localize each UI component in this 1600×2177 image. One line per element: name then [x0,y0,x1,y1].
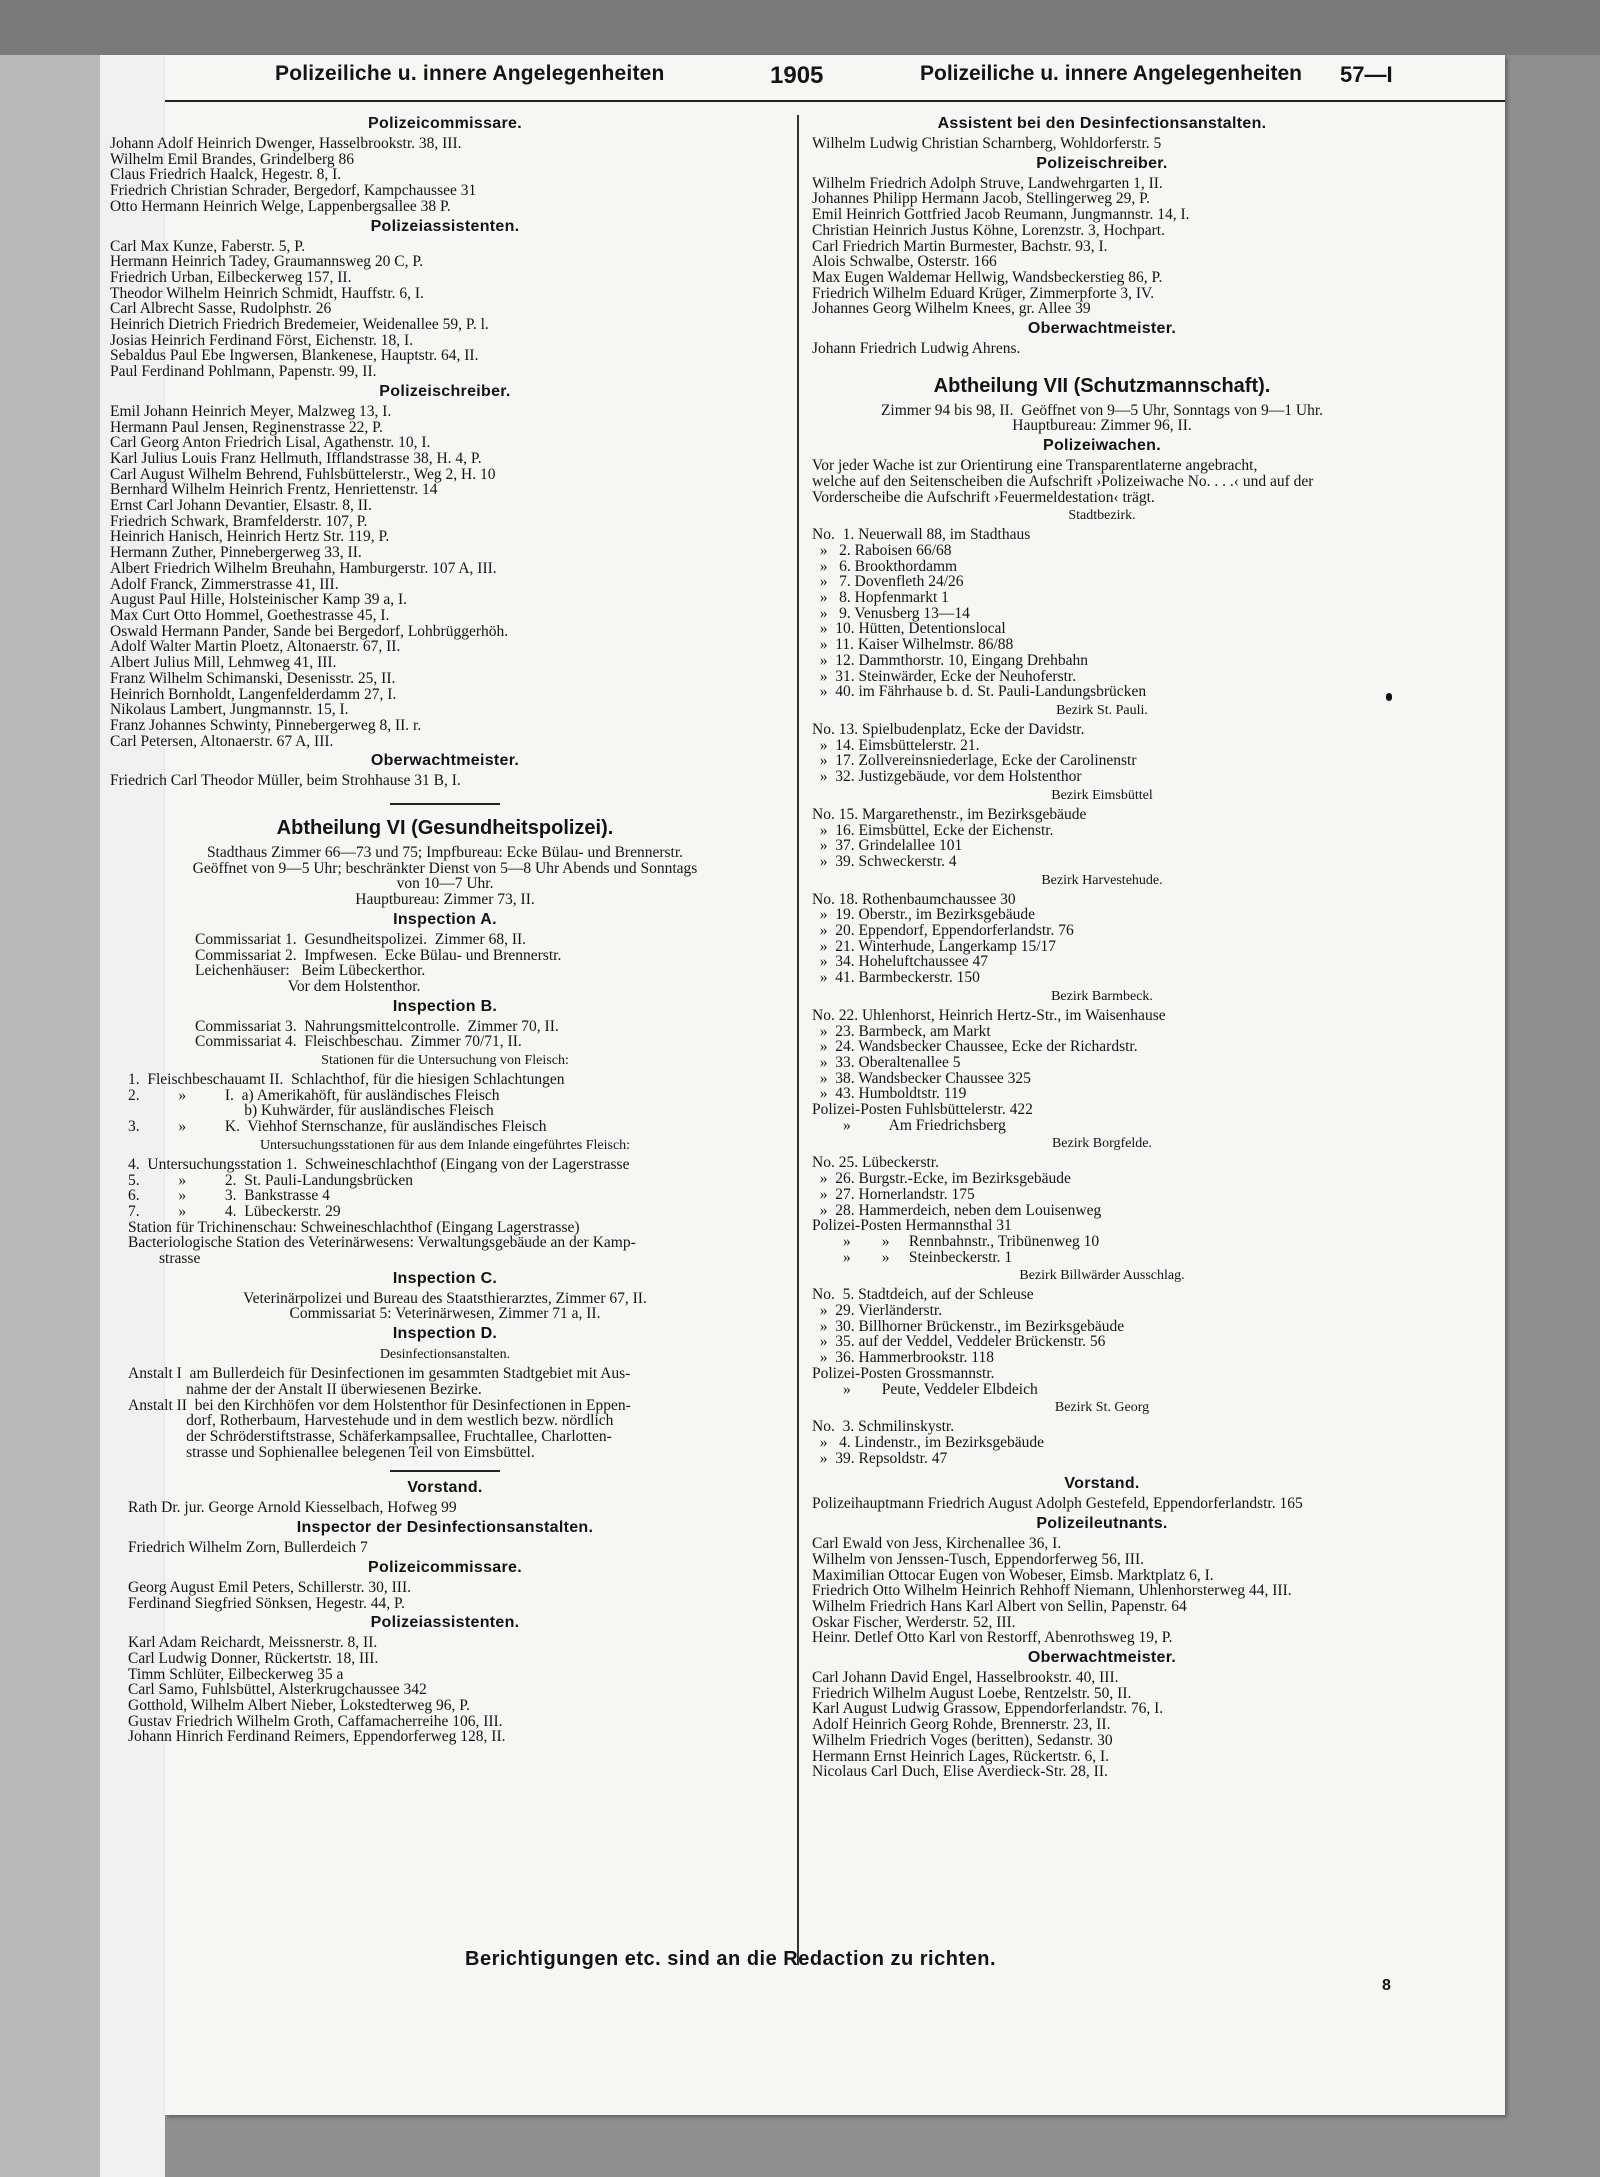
entry-line: » 19. Oberstr., im Bezirksgebäude [812,906,1035,924]
entry-line: » 16. Eimsbüttel, Ecke der Eichenstr. [812,821,1054,839]
entry-line: strasse [128,1250,201,1268]
entry-line: Commissariat 4. Fleischbeschau. Zimmer 70/71, II. [195,1033,522,1051]
entry-line: Karl August Ludwig Grassow, Eppendorferlandstr. 76, I. [812,1700,1164,1718]
intro-list [110,845,780,908]
entry-line: Polizei-Posten Fuhlsbüttelerstr. 422 [812,1101,1033,1119]
entry-line: Carl August Wilhelm Behrend, Fuhlsbüttelerstr., Weg 2, H. 10 [110,465,496,483]
entry-list [812,1419,1392,1466]
entry-list [110,404,780,749]
entry-line: » 37. Grindelallee 101 [812,837,963,855]
section-title: Polizeiwachen. [1042,437,1161,455]
entry-line: Friedrich Schwark, Bramfelderstr. 107, P. [110,512,368,530]
entry-line: Commissariat 2. Impfwesen. Ecke Bülau- und Brennerstr. [195,946,562,964]
entry-line: » 12. Dammthorstr. 10, Eingang Drehbahn [812,651,1088,669]
entry-line: Claus Friedrich Haalck, Hegestr. 8, I. [110,166,342,184]
entry-line: Oskar Fischer, Werderstr. 52, III. [812,1613,1016,1631]
entry-line: Wilhelm Friedrich Voges (beritten), Sedanstr. 30 [812,1731,1113,1749]
entry-line: von 10—7 Uhr. [396,875,494,893]
entry-line: » 28. Hammerdeich, neben dem Louisenweg [812,1201,1102,1219]
entry-list [110,239,780,380]
section-title: Inspection D. [392,1325,498,1343]
district-title: Bezirk Eimsbüttel [1051,787,1153,803]
entry-line: Gotthold, Wilhelm Albert Nieber, Lokstedterweg 96, P. [128,1697,470,1715]
entry-line: Friedrich Otto Wilhelm Heinrich Rehhoff Niemann, Uhlenhorsterweg 44, III. [812,1582,1292,1600]
running-header [110,62,1450,96]
entry-list [110,1291,780,1322]
entry-line: Stadthaus Zimmer 66—73 und 75; Impfbureau: Ecke Bülau- und Brennerstr. [206,844,684,862]
section-title: Inspector der Desinfectionsanstalten. [296,1519,594,1537]
entry-line: 6. » 3. Bankstrasse 4 [128,1187,330,1205]
entry-line: Johannes Philipp Hermann Jacob, Stellingerweg 29, P. [812,190,1150,208]
entry-line: 5. » 2. St. Pauli-Landungsbrücken [128,1171,414,1189]
entry-line: » 2. Raboisen 66/68 [812,541,952,559]
entry-line: Carl Johann David Engel, Hasselbrookstr. 40, III. [812,1669,1119,1687]
entry-line: Max Eugen Waldemar Hellwig, Wandsbeckerstieg 86, P. [812,268,1163,286]
entry-line: Polizei-Posten Grossmannstr. [812,1364,995,1382]
entry-line: Oswald Hermann Pander, Sande bei Bergedorf, Lohbrüggerhöh. [110,622,509,640]
entry-line: » 10. Hütten, Detentionslocal [812,620,1006,638]
entry-line: 7. » 4. Lübeckerstr. 29 [128,1202,341,1220]
entry-line: Adolf Franck, Zimmerstrasse 41, III. [110,575,339,593]
department-title: Abtheilung VII (Schutzmannschaft). [933,374,1271,397]
entry-line: No. 5. Stadtdeich, auf der Schleuse [812,1286,1034,1304]
entry-line: » 20. Eppendorf, Eppendorferlandstr. 76 [812,922,1074,940]
entry-line: » Peute, Veddeler Elbdeich [812,1380,1038,1398]
entry-line: Friedrich Carl Theodor Müller, beim Strohhause 31 B, I. [110,772,461,790]
section-title: Polizeiassistenten. [370,217,520,235]
entry-line: No. 3. Schmilinskystr. [812,1418,955,1436]
entry-list [812,1155,1392,1265]
entry-line: Karl Adam Reichardt, Meissnerstr. 8, II. [128,1634,378,1652]
entry-line: 3. » K. Viehhof Sternschanze, für ausländisches Fleisch [128,1118,547,1136]
section-title: Polizeischreiber. [379,382,511,400]
entry-line: Johann Friedrich Ludwig Ahrens. [812,340,1021,358]
entry-line: » 43. Humboldtstr. 119 [812,1085,967,1103]
department-title: Abtheilung VI (Gesundheitspolizei). [276,817,614,840]
entry-line: Carl Petersen, Altonaerstr. 67 A, III. [110,732,334,750]
entry-line: » 39. Repsoldstr. 47 [812,1449,948,1467]
entry-line: » 7. Dovenfleth 24/26 [812,573,964,591]
entry-line: » 34. Hoheluftchaussee 47 [812,953,989,971]
section-title: Polizeischreiber. [1036,154,1168,172]
entry-list [812,892,1392,986]
entry-line: Leichenhäuser: Beim Lübeckerthor. [195,962,426,980]
entry-line: Franz Johannes Schwinty, Pinnebergerweg 8, II. r. [110,716,422,734]
district-title: Bezirk Billwärder Ausschlag. [1019,1268,1185,1284]
scan-background-left [0,55,100,2177]
entry-line: Josias Heinrich Ferdinand Först, Eichenstr. 18, I. [110,331,414,349]
entry-list [812,1670,1392,1780]
entry-line: Carl Friedrich Martin Burmester, Bachstr. 93, I. [812,237,1108,255]
column-divider [797,115,799,1965]
entry-list [110,1580,780,1611]
section-divider [390,803,500,805]
district-title: Bezirk Harvestehude. [1041,872,1163,888]
entry-line: Otto Hermann Heinrich Welge, Lappenbergsallee 38 P. [110,197,451,215]
entry-line: b) Kuhwärder, für ausländisches Fleisch [128,1102,494,1120]
footer-notice: Berichtigungen etc. sind an die Redaction zu richten. [465,1948,997,1970]
section-title: Polizeicommissare. [368,1558,522,1576]
entry-line: Commissariat 3. Nahrungsmittelcontrolle. Zimmer 70, II. [195,1017,559,1035]
entry-line: Alois Schwalbe, Osterstr. 166 [812,253,997,271]
entry-line: 4. Untersuchungsstation 1. Schweineschlachthof (Eingang von der Lagerstrasse [128,1155,630,1173]
entry-line: Heinrich Bornholdt, Langenfelderdamm 27, I. [110,685,397,703]
entry-line: » 8. Hopfenmarkt 1 [812,589,949,607]
entry-line: Heinrich Hanisch, Heinrich Hertz Str. 119, P. [110,528,390,546]
entry-line: Wilhelm Ludwig Christian Scharnberg, Wohldorferstr. 5 [812,135,1162,152]
entry-line: » 30. Billhorner Brückenstr., im Bezirksgebäude [812,1317,1125,1335]
entry-line: No. 15. Margarethenstr., im Bezirksgebäude [812,805,1087,823]
entry-line: » 35. auf der Veddel, Veddeler Brückenstr. 56 [812,1333,1106,1351]
entry-line: Bacteriologische Station des Veterinärwesens: Verwaltungsgebäude an der Kamp- [128,1234,636,1252]
entry-line: » 23. Barmbeck, am Markt [812,1022,991,1040]
entry-line: Carl Georg Anton Friedrich Lisal, Agathenstr. 10, I. [110,434,431,452]
entry-line: Wilhelm Friedrich Adolph Struve, Landwehrgarten 1, II. [812,174,1163,192]
entry-line: » 6. Brookthordamm [812,557,958,575]
subsection-title: Desinfectionsanstalten. [379,1347,511,1363]
entry-line: nahme der der Anstalt II überwiesenen Bezirke. [128,1380,482,1398]
entry-line: Nikolaus Lambert, Jungmannstr. 15, I. [110,701,349,719]
entry-list [110,1157,780,1267]
entry-line: Station für Trichinenschau: Schweineschlachthof (Eingang Lagerstrasse) [128,1218,580,1236]
entry-list [812,1496,1392,1512]
entry-line: No. 25. Lübeckerstr. [812,1154,939,1172]
header-right-title: Polizeiliche u. innere Angelegenheiten [920,62,1302,85]
header-year: 1905 [770,62,824,89]
entry-line: » 39. Schweckerstr. 4 [812,852,957,870]
entry-line: » 24. Wandsbecker Chaussee, Ecke der Richardstr. [812,1038,1138,1056]
header-left-title: Polizeiliche u. innere Angelegenheiten [275,62,665,85]
entry-line: Bernhard Wilhelm Heinrich Frentz, Henriettenstr. 14 [110,481,438,499]
entry-line: Karl Julius Louis Franz Hellmuth, Ifflandstrasse 38, H. 4, P. [110,449,482,467]
entry-line: Friedrich Urban, Eilbeckerweg 157, II. [110,268,352,286]
subsection-title: Stationen für die Untersuchung von Fleisch: [321,1053,569,1069]
entry-line: Commissariat 5: Veterinärwesen, Zimmer 71 a, II. [289,1305,601,1323]
entry-line: Nicolaus Carl Duch, Elise Averdieck-Str. 28, II. [812,1763,1108,1781]
entry-line: » 9. Venusberg 13—14 [812,604,970,622]
district-title: Bezirk St. Pauli. [1056,702,1148,718]
entry-line: Heinrich Dietrich Friedrich Bredemeier, Weidenallee 59, P. l. [110,316,489,334]
entry-line: Wilhelm Emil Brandes, Grindelberg 86 [110,150,355,168]
entry-line: 2. » I. a) Amerikahöft, für ausländisches Fleisch [128,1086,500,1104]
entry-line: No. 22. Uhlenhorst, Heinrich Hertz-Str., im Waisenhause [812,1006,1166,1024]
entry-line: » 27. Hornerlandstr. 175 [812,1185,975,1203]
entry-line: Vorderscheibe die Aufschrift ›Feuermeldestation‹ trägt. [812,488,1155,506]
entry-line: Maximilian Ottocar Eugen von Wobeser, Eimsb. Marktplatz 6, I. [812,1566,1214,1584]
entry-line: » » Rennbahnstr., Tribünenweg 10 [812,1232,1100,1250]
entry-line: Wilhelm von Jenssen-Tusch, Eppendorferweg 56, III. [812,1550,1144,1568]
entry-line: Zimmer 94 bis 98, II. Geöffnet von 9—5 Uhr, Sonntags von 9—1 Uhr. [880,401,1324,419]
entry-list [812,722,1392,785]
section-title: Polizeiassistenten. [370,1614,520,1632]
entry-line: Carl Samo, Fuhlsbüttel, Alsterkrugchaussee 342 [128,1681,427,1699]
entry-line: Carl Ludwig Donner, Rückertstr. 18, III. [128,1649,379,1667]
entry-line: Hermann Paul Jensen, Reginenstrasse 22, P. [110,418,383,436]
left-column [110,112,780,1745]
district-title: Bezirk St. Georg [1054,1400,1150,1416]
entry-line: Georg August Emil Peters, Schillerstr. 30, III. [128,1578,411,1596]
entry-line: Timm Schlüter, Eilbeckerweg 35 a [128,1665,344,1683]
right-column [812,112,1392,1780]
entry-line: » 33. Oberaltenallee 5 [812,1053,961,1071]
entry-line: » 41. Barmbeckerstr. 150 [812,969,980,987]
district-title: Bezirk Barmbeck. [1051,988,1153,1004]
section-title: Polizeicommissare. [368,115,522,132]
entry-line: Polizeihauptmann Friedrich August Adolph Gestefeld, Eppendorferlandstr. 165 [812,1495,1303,1513]
entry-line: Rath Dr. jur. George Arnold Kiesselbach, Hofweg 99 [128,1499,457,1517]
scan-background-top [0,0,1600,55]
entry-line: Franz Wilhelm Schimanski, Desenisstr. 25, II. [110,669,396,687]
entry-line: Emil Heinrich Gottfried Jacob Reumann, Jungmannstr. 14, I. [812,206,1190,224]
entry-line: » 14. Eimsbüttelerstr. 21. [812,736,980,754]
entry-list [812,807,1392,870]
entry-line: Max Curt Otto Hommel, Goethestrasse 45, I. [110,606,390,624]
entry-list [812,527,1392,700]
district-title: Stadtbezirk. [1068,508,1136,524]
section-title: Oberwachtmeister. [1027,1649,1177,1667]
entry-line: Friedrich Wilhelm Zorn, Bullerdeich 7 [128,1539,368,1557]
entry-line: August Paul Hille, Holsteinischer Kamp 39 a, I. [110,591,408,609]
entry-line: Friedrich Wilhelm August Loebe, Rentzelstr. 50, II. [812,1684,1132,1702]
entry-line: Carl Ewald von Jess, Kirchenallee 36, I. [812,1535,1062,1553]
section-title: Inspection B. [392,997,498,1015]
entry-list [812,1536,1392,1646]
entry-line: Wilhelm Friedrich Hans Karl Albert von Sellin, Papenstr. 64 [812,1597,1187,1615]
entry-line: Hermann Zuther, Pinnebergerweg 33, II. [110,544,362,562]
section-title: Polizeileutnants. [1036,1515,1168,1533]
entry-list [812,1287,1392,1397]
entry-line: Paul Ferdinand Pohlmann, Papenstr. 99, II. [110,363,377,381]
entry-list [110,1540,780,1556]
entry-line: » 17. Zollvereinsniederlage, Ecke der Carolinenstr [812,752,1137,770]
intro-list [812,403,1392,434]
entry-list [110,1072,780,1135]
entry-line: Anstalt II bei den Kirchhöfen vor dem Holstenthor für Desinfectionen in Eppen- [128,1396,631,1414]
entry-line: Hermann Ernst Heinrich Lages, Rückertstr. 6, I. [812,1747,1109,1765]
entry-line: » 36. Hammerbrookstr. 118 [812,1349,994,1367]
entry-line: No. 13. Spielbudenplatz, Ecke der Davidstr. [812,720,1085,738]
entry-line: Ferdinand Siegfried Sönksen, Hegestr. 44, P. [128,1594,405,1612]
entry-line: Ernst Carl Johann Devantier, Elsastr. 8, II. [110,497,372,515]
entry-line: » » Steinbeckerstr. 1 [812,1248,1013,1266]
entry-line: Vor dem Holstenthor. [195,977,421,995]
entry-line: » 40. im Fährhause b. d. St. Pauli-Landungsbrücken [812,683,1147,701]
entry-line: Gustav Friedrich Wilhelm Groth, Caffamacherreihe 106, III. [128,1712,503,1730]
entry-list [812,341,1392,357]
section-title: Assistent bei den Desinfectionsanstalten. [937,115,1267,132]
entry-line: Hermann Heinrich Tadey, Graumannsweg 20 C, P. [110,253,424,271]
entry-line: » 38. Wandsbecker Chaussee 325 [812,1069,1031,1087]
entry-list [110,1366,780,1460]
entry-list [110,136,780,215]
entry-line: » 32. Justizgebäude, vor dem Holstenthor [812,768,1082,786]
entry-list [110,1635,780,1745]
entry-line: » 4. Lindenstr., im Bezirksgebäude [812,1434,1045,1451]
subsection-title: Untersuchungsstationen für aus dem Inlande eingeführtes Fleisch: [259,1137,631,1153]
entry-line: Friedrich Christian Schrader, Bergedorf, Kampchaussee 31 [110,182,477,200]
entry-line: Geöffnet von 9—5 Uhr; beschränkter Dienst von 5—8 Uhr Abends und Sonntags [192,859,698,877]
entry-line: Carl Albrecht Sasse, Rudolphstr. 26 [110,300,332,318]
entry-line: Emil Johann Heinrich Meyer, Malzweg 13, I. [110,402,392,420]
entry-line: No. 1. Neuerwall 88, im Stadthaus [812,526,1031,544]
header-rule [165,100,1505,102]
entry-list [110,773,780,789]
district-title: Bezirk Borgfelde. [1051,1136,1153,1152]
page-number: 8 [1382,1977,1391,1994]
header-page-number: 57—I [1340,62,1393,87]
entry-line: Theodor Wilhelm Heinrich Schmidt, Hauffstr. 6, I. [110,284,424,302]
entry-line: Commissariat 1. Gesundheitspolizei. Zimmer 68, II. [195,930,527,948]
section-title: Vorstand. [407,1479,483,1497]
entry-line: der Schröderstiftstrasse, Schäferkampsallee, Fruchtallee, Charlotten- [128,1428,612,1445]
section-title: Inspection A. [393,910,497,928]
entry-line: Heinr. Detlef Otto Karl von Restorff, Abenrothsweg 19, P. [812,1629,1173,1647]
entry-list [812,136,1392,152]
entry-line: Hauptbureau: Zimmer 96, II. [1012,417,1192,435]
entry-line: welche auf den Seitenscheiben die Aufschrift ›Polizeiwache No. . . .‹ und auf der [812,472,1314,490]
section-title: Oberwachtmeister. [370,752,520,770]
entry-line: 1. Fleischbeschauamt II. Schlachthof, für die hiesigen Schlachtungen [128,1071,565,1089]
entry-line: » 11. Kaiser Wilhelmstr. 86/88 [812,636,1014,654]
entry-line: » Am Friedrichsberg [812,1116,1006,1134]
entry-list [110,932,780,995]
entry-list [812,176,1392,317]
entry-line: dorf, Rotherbaum, Harvestehude und in dem westlich bezw. nördlich [128,1412,614,1430]
entry-line: » 31. Steinwärder, Ecke der Neuhoferstr. [812,667,1077,685]
entry-line: Johann Hinrich Ferdinand Reimers, Eppendorferweg 128, II. [128,1728,506,1746]
section-title: Inspection C. [392,1269,498,1287]
entry-line: Johannes Georg Wilhelm Knees, gr. Allee 39 [812,300,1091,318]
section-title: Vorstand. [1064,1475,1140,1493]
entry-list [110,1500,780,1516]
entry-line: Adolf Heinrich Georg Rohde, Brennerstr. 23, II. [812,1716,1111,1734]
entry-list [110,1019,780,1050]
entry-list [812,1008,1392,1134]
entry-line: Johann Adolf Heinrich Dwenger, Hasselbrookstr. 38, III. [110,135,462,152]
entry-line: » 26. Burgstr.-Ecke, im Bezirksgebäude [812,1170,1071,1188]
entry-line: Anstalt I am Bullerdeich für Desinfectionen im gesammten Stadtgebiet mit Aus- [128,1365,631,1383]
entry-line: » 29. Vierländerstr. [812,1302,943,1320]
entry-line: Albert Friedrich Wilhelm Breuhahn, Hamburgerstr. 107 A, III. [110,559,497,577]
ink-mark [1386,693,1392,701]
entry-line: Hauptbureau: Zimmer 73, II. [355,891,535,909]
entry-line: Veterinärpolizei und Bureau des Staatsthierarztes, Zimmer 67, II. [243,1289,647,1307]
entry-line: strasse und Sophienallee belegenen Teil von Eimsbüttel. [128,1443,535,1461]
entry-line: Polizei-Posten Hermannsthal 31 [812,1217,1012,1235]
entry-line: Sebaldus Paul Ebe Ingwersen, Blankenese, Hauptstr. 64, II. [110,347,479,365]
entry-line: Friedrich Wilhelm Eduard Krüger, Zimmerpforte 3, IV. [812,284,1155,302]
entry-line: Christian Heinrich Justus Köhne, Lorenzstr. 3, Hochpart. [812,221,1165,239]
entry-line: Vor jeder Wache ist zur Orientirung eine Transparentlaterne angebracht, [812,457,1258,475]
section-title: Oberwachtmeister. [1027,320,1177,338]
entry-line: No. 18. Rothenbaumchaussee 30 [812,890,1016,908]
entry-line: » 21. Winterhude, Langerkamp 15/17 [812,937,1057,955]
entry-list [812,458,1392,505]
entry-line: Adolf Walter Martin Ploetz, Altonaerstr. 67, II. [110,638,401,656]
section-divider [390,1470,500,1472]
entry-line: Albert Julius Mill, Lehmweg 41, III. [110,654,337,672]
entry-line: Carl Max Kunze, Faberstr. 5, P. [110,237,306,255]
